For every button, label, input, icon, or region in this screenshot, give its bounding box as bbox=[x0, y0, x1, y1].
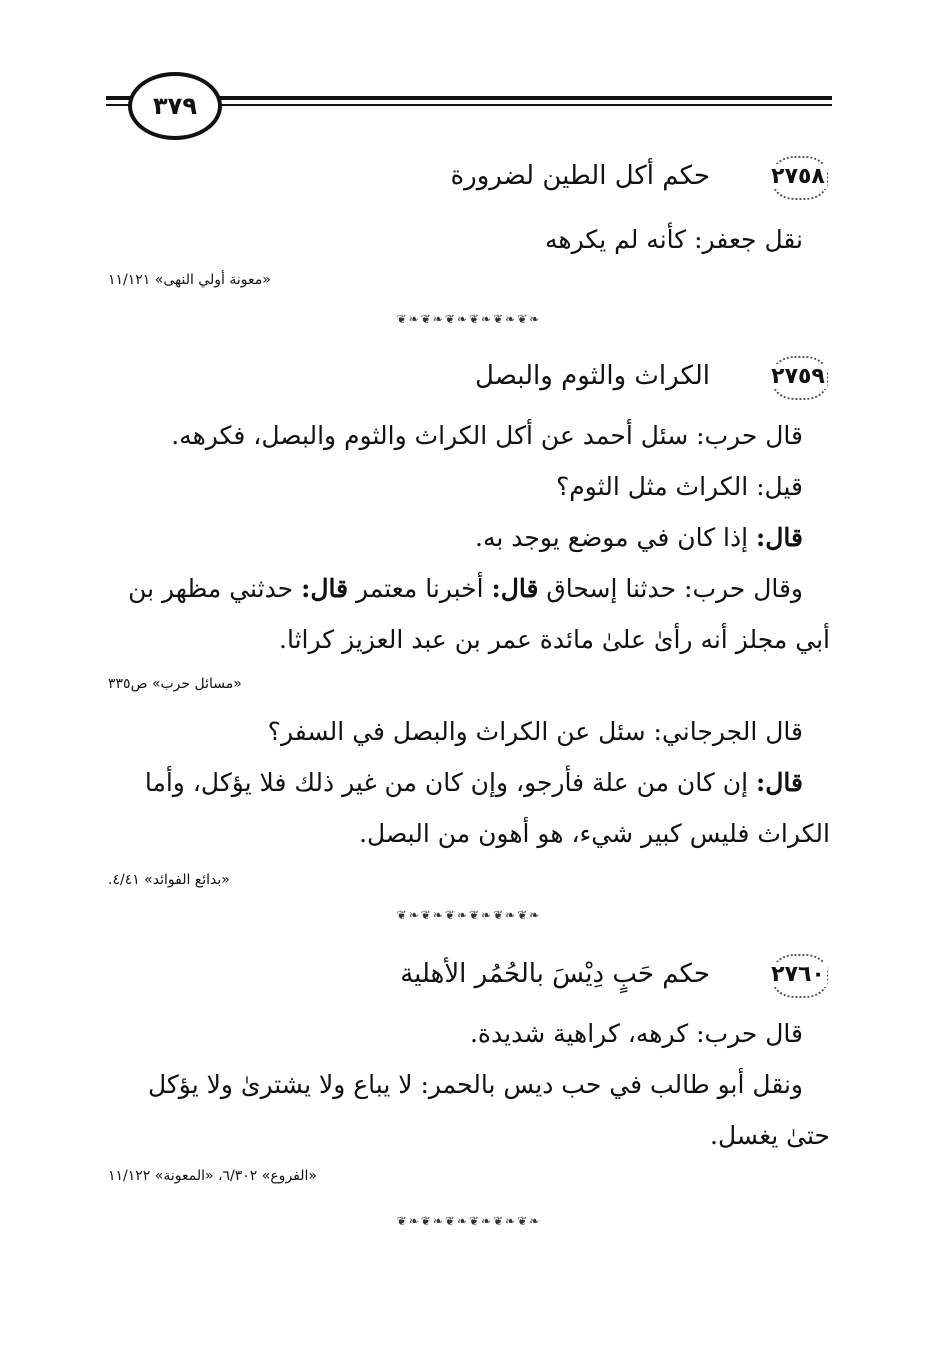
entry-number: ٢٧٦٠ bbox=[771, 961, 825, 987]
body-line: حتىٰ يغسل. bbox=[710, 1121, 830, 1150]
ornament-divider: ❦❧❦❧❦❧❦❧❦❧❦❧ bbox=[396, 312, 542, 326]
entry-heading bbox=[400, 950, 830, 998]
keyword-qala: قال: bbox=[756, 523, 803, 552]
entry-title: الكراث والثوم والبصل bbox=[475, 361, 710, 391]
keyword-qala: قال: bbox=[491, 574, 539, 603]
entry-number-badge bbox=[766, 154, 830, 198]
page-number-badge bbox=[128, 72, 222, 140]
entry-number: ٢٧٥٨ bbox=[771, 163, 825, 189]
citation: «بدائع الفوائد» ٤/٤١. bbox=[108, 872, 230, 888]
entry-number-badge bbox=[766, 952, 830, 996]
body-line: قال حرب: كرهه، كراهية شديدة. bbox=[469, 1019, 803, 1048]
citation: «معونة أولي النهى» ١١/١٢١ bbox=[108, 272, 271, 288]
keyword-qala: قال: bbox=[756, 768, 803, 797]
body-line: وقال حرب: حدثنا إسحاق قال: أخبرنا معتمر قال: حدثني مظهر بن bbox=[128, 574, 803, 603]
entry-title: حكم أكل الطين لضرورة bbox=[450, 161, 710, 191]
ornament-divider: ❦❧❦❧❦❧❦❧❦❧❦❧ bbox=[396, 1214, 542, 1228]
entry-body bbox=[108, 214, 803, 265]
body-line: قال: إذا كان في موضع يوجد به. bbox=[475, 523, 803, 552]
keyword-qala: قال: bbox=[301, 574, 349, 603]
body-line: نقل جعفر: كأنه لم يكرهه bbox=[545, 225, 803, 254]
body-line: قال: إن كان من علة فأرجو، وإن كان من غير ذلك فلا يؤكل، وأما bbox=[144, 768, 803, 797]
body-line: قيل: الكراث مثل الثوم؟ bbox=[556, 472, 803, 501]
body-line: قال الجرجاني: سئل عن الكراث والبصل في السفر؟ bbox=[267, 717, 803, 746]
entry-title: حكم حَبٍ دِيْسَ بالحُمُر الأهلية bbox=[400, 959, 710, 989]
citation: «مسائل حرب» ص٣٣٥ bbox=[108, 676, 242, 692]
body-line: قال حرب: سئل أحمد عن أكل الكراث والثوم والبصل، فكرهه. bbox=[171, 421, 803, 450]
body-line: ونقل أبو طالب في حب ديس بالحمر: لا يباع ولا يشترىٰ ولا يؤكل bbox=[147, 1070, 803, 1099]
body-line: الكراث فليس كبير شيء، هو أهون من البصل. bbox=[359, 819, 830, 848]
entry-heading bbox=[451, 152, 830, 200]
page-number: ٣٧٩ bbox=[153, 92, 197, 120]
entry-body bbox=[108, 706, 830, 859]
entry-number-badge bbox=[766, 354, 830, 398]
citation: «الفروع» ٦/٣٠٢، «المعونة» ١١/١٢٢ bbox=[108, 1168, 317, 1184]
entry-body bbox=[108, 410, 830, 665]
body-line: أبي مجلز أنه رأىٰ علىٰ مائدة عمر بن عبد العزيز كراثا. bbox=[279, 625, 830, 654]
entry-number: ٢٧٥٩ bbox=[771, 363, 825, 389]
entry-heading bbox=[475, 352, 830, 400]
entry-body bbox=[108, 1008, 830, 1161]
ornament-divider: ❦❧❦❧❦❧❦❧❦❧❦❧ bbox=[396, 908, 542, 922]
